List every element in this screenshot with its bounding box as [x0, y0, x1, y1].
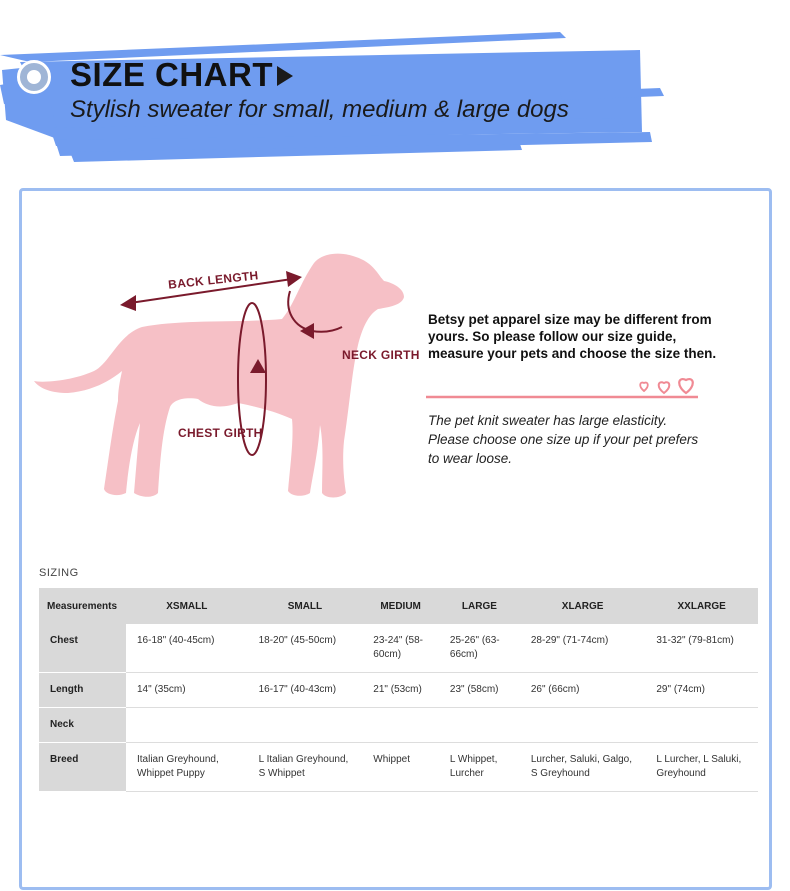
table-cell: 21" (53cm)	[362, 673, 439, 708]
table-cell	[520, 708, 646, 743]
row-header: Chest	[39, 624, 126, 673]
table-cell: 28-29" (71-74cm)	[520, 624, 646, 673]
table-cell: 16-18" (40-45cm)	[126, 624, 248, 673]
page-title: SIZE CHART	[70, 56, 273, 93]
chest-girth-label: CHEST GIRTH	[178, 426, 263, 440]
table-row	[39, 624, 758, 673]
table-cell: L Whippet, Lurcher	[439, 743, 520, 792]
column-header: SMALL	[248, 588, 363, 624]
heart-icon	[679, 379, 693, 393]
table-header-row	[39, 588, 758, 624]
play-arrow-icon	[277, 66, 293, 86]
heart-icon	[659, 382, 670, 393]
page-subtitle: Stylish sweater for small, medium & large dogs	[70, 96, 569, 123]
table-cell: 31-32" (79-81cm)	[645, 624, 758, 673]
table-cell: Lurcher, Saluki, Galgo, S Greyhound	[520, 743, 646, 792]
table-row	[39, 743, 758, 792]
column-header: LARGE	[439, 588, 520, 624]
table-cell: 26" (66cm)	[520, 673, 646, 708]
table-cell: Italian Greyhound, Whippet Puppy	[126, 743, 248, 792]
bullet-circle-icon	[17, 60, 51, 94]
table-cell	[126, 708, 248, 743]
table-cell	[439, 708, 520, 743]
table-cell: 18-20" (45-50cm)	[248, 624, 363, 673]
table-cell: 23-24" (58-60cm)	[362, 624, 439, 673]
column-header: XSMALL	[126, 588, 248, 624]
sizing-heading: SIZING	[39, 567, 79, 579]
table-row	[39, 708, 758, 743]
table-cell	[645, 708, 758, 743]
header-banner	[0, 0, 790, 175]
column-header: MEDIUM	[362, 588, 439, 624]
row-header: Breed	[39, 743, 126, 792]
table-cell: L Italian Greyhound, S Whippet	[248, 743, 363, 792]
table-cell: Whippet	[362, 743, 439, 792]
column-header: XXLARGE	[645, 588, 758, 624]
column-header: Measurements	[39, 588, 126, 624]
neck-girth-label: NECK GIRTH	[342, 348, 420, 362]
column-header: XLARGE	[520, 588, 646, 624]
table-cell: 14" (35cm)	[126, 673, 248, 708]
table-cell	[248, 708, 363, 743]
heart-divider	[424, 371, 704, 401]
elasticity-note: The pet knit sweater has large elasticity. Please choose one size up if your pet prefers to wear loose.	[428, 413, 699, 466]
heart-icon	[640, 383, 648, 391]
row-header: Length	[39, 673, 126, 708]
intro-text: Betsy pet apparel size may be different from yours. So please follow our size guide, measure your pets and choose the size then.	[428, 312, 717, 361]
table-cell: L Lurcher, L Saluki, Greyhound	[645, 743, 758, 792]
size-chart-panel	[19, 188, 772, 890]
table-row	[39, 673, 758, 708]
back-length-label: BACK LENGTH	[167, 268, 260, 292]
table-cell: 29" (74cm)	[645, 673, 758, 708]
size-table	[39, 588, 758, 792]
table-cell: 25-26" (63-66cm)	[439, 624, 520, 673]
row-header: Neck	[39, 708, 126, 743]
table-cell: 16-17" (40-43cm)	[248, 673, 363, 708]
table-cell	[362, 708, 439, 743]
table-cell: 23" (58cm)	[439, 673, 520, 708]
